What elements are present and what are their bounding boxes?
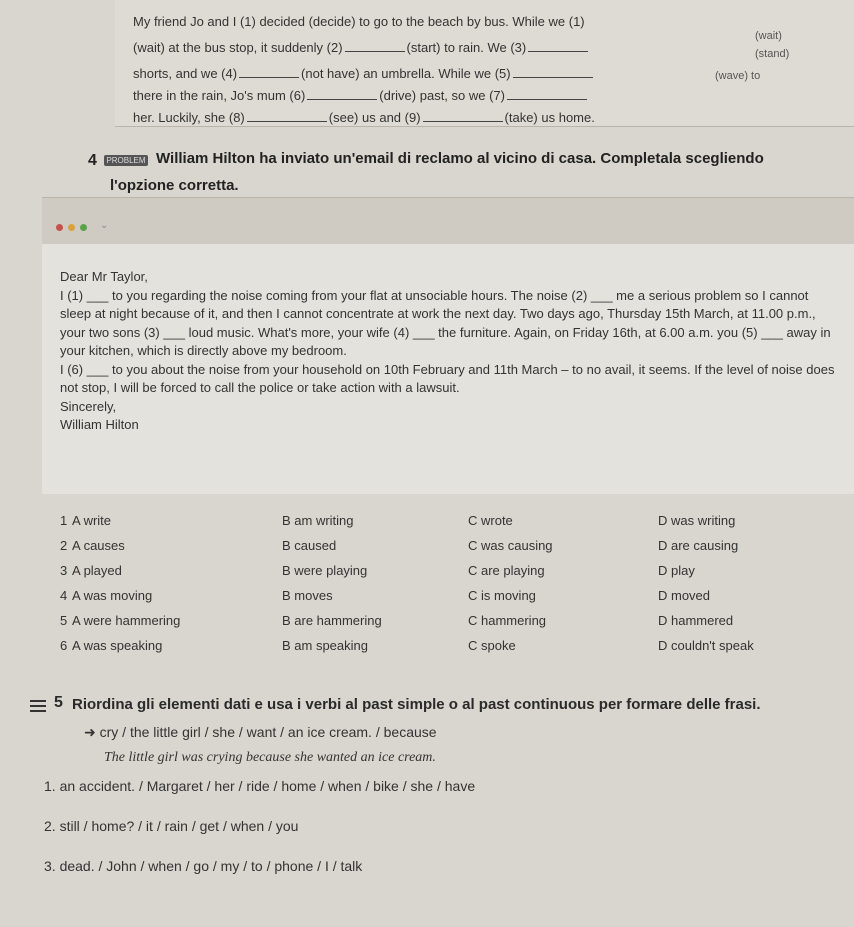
option-d[interactable]: D play	[658, 563, 695, 578]
option-c[interactable]: C is moving	[468, 588, 536, 603]
close-dot-icon[interactable]	[56, 224, 63, 231]
top-line-2b: (start) to rain. We (3)	[406, 40, 527, 55]
problem-badge: PROBLEM	[104, 155, 148, 166]
option-c[interactable]: C spoke	[468, 638, 516, 653]
top-line-2	[133, 40, 590, 55]
option-row	[60, 613, 850, 635]
option-number: 2	[60, 538, 68, 553]
exercise-5-item-3: 3. dead. / John / when / go / my / to / phone / I / talk	[44, 858, 363, 874]
option-d[interactable]: D are causing	[658, 538, 739, 553]
exercise-4-number: 4	[88, 152, 97, 169]
top-line-3-hint: (wave) to	[715, 70, 761, 82]
option-a[interactable]: A causes	[72, 538, 125, 553]
top-line-2a: (wait) at the bus stop, it suddenly (2)	[133, 40, 343, 55]
top-line-3b: (not have) an umbrella. While we (5)	[301, 66, 511, 81]
email-greeting: Dear Mr Taylor,	[60, 269, 148, 284]
option-a[interactable]: A write	[72, 513, 112, 528]
option-a[interactable]: A were hammering	[72, 613, 181, 628]
option-a[interactable]: A was moving	[72, 588, 153, 603]
option-c[interactable]: C hammering	[468, 613, 547, 628]
option-b[interactable]: B moves	[282, 588, 333, 603]
exercise-5-item-1: 1. an accident. / Margaret / her / ride / home / when / bike / she / have	[44, 778, 476, 794]
blank[interactable]	[307, 89, 377, 100]
top-line-5b: (see) us and (9)	[328, 110, 421, 125]
top-line-3a: shorts, and we (4)	[133, 66, 238, 81]
top-line-5	[133, 110, 595, 125]
arrow-icon: ➜	[84, 724, 96, 740]
top-line-1	[133, 14, 585, 29]
email-menu-icon[interactable]: ⌄	[100, 220, 109, 231]
option-b[interactable]: B were playing	[282, 563, 368, 578]
email-signature: William Hilton	[60, 417, 139, 432]
top-line-5c: (take) us home.	[504, 110, 595, 125]
blank[interactable]	[247, 111, 327, 122]
option-c[interactable]: C are playing	[468, 563, 545, 578]
top-line-3	[133, 66, 595, 81]
example-prompt	[84, 724, 437, 741]
blank[interactable]	[345, 41, 405, 52]
option-d[interactable]: D couldn't speak	[658, 638, 754, 653]
option-b[interactable]: B am speaking	[282, 638, 368, 653]
option-c[interactable]: C was causing	[468, 538, 553, 553]
option-b[interactable]: B am writing	[282, 513, 354, 528]
option-d[interactable]: D moved	[658, 588, 711, 603]
option-a[interactable]: A was speaking	[72, 638, 163, 653]
exercise-5-number: 5	[54, 694, 63, 711]
top-line-2-hint: (stand)	[755, 48, 790, 60]
option-number: 3	[60, 563, 68, 578]
blank[interactable]	[239, 67, 299, 78]
exercise-5-item-2: 2. still / home? / it / rain / get / when / you	[44, 818, 299, 834]
email-titlebar	[42, 198, 854, 244]
option-row	[60, 638, 850, 660]
blank[interactable]	[513, 67, 593, 78]
blank[interactable]	[507, 89, 587, 100]
exercise-5-title: Riordina gli elementi dati e usa i verbi al past simple o al past continuous per formare delle frasi.	[72, 696, 761, 713]
minimize-dot-icon[interactable]	[68, 224, 75, 231]
top-line-5a: her. Luckily, she (8)	[133, 110, 245, 125]
option-d[interactable]: D was writing	[658, 513, 736, 528]
exercise-4-title-cont: l'opzione corretta.	[110, 177, 239, 194]
example-prompt-text: cry / the little girl / she / want / an ice cream. / because	[99, 724, 437, 740]
blank[interactable]	[423, 111, 503, 122]
email-window	[42, 197, 854, 494]
option-c[interactable]: C wrote	[468, 513, 513, 528]
exercise-4-title: William Hilton ha inviato un'email di reclamo al vicino di casa. Completala scegliendo	[156, 150, 764, 167]
email-body	[60, 268, 840, 435]
top-line-4b: (drive) past, so we (7)	[379, 88, 505, 103]
top-line-4a: there in the rain, Jo's mum (6)	[133, 88, 306, 103]
option-number: 4	[60, 588, 68, 603]
option-number: 6	[60, 638, 68, 653]
exercise-list-icon	[30, 700, 46, 712]
option-row	[60, 513, 850, 535]
email-closing: Sincerely,	[60, 398, 117, 414]
top-line-1-text: My friend Jo and I (1) decided (decide) to go to the beach by bus. While we (1)	[133, 14, 585, 29]
example-answer: The little girl was crying because she wanted an ice cream.	[104, 750, 436, 765]
option-b[interactable]: B caused	[282, 538, 337, 553]
top-exercise-box	[115, 0, 854, 127]
option-a[interactable]: A played	[72, 563, 122, 578]
option-row	[60, 588, 850, 610]
option-number: 5	[60, 613, 68, 628]
blank[interactable]	[528, 41, 588, 52]
option-row	[60, 563, 850, 585]
option-row	[60, 538, 850, 560]
option-d[interactable]: D hammered	[658, 613, 734, 628]
option-b[interactable]: B are hammering	[282, 613, 382, 628]
top-line-1-hint: (wait)	[755, 30, 782, 42]
top-line-4	[133, 88, 589, 103]
maximize-dot-icon[interactable]	[80, 224, 87, 231]
email-paragraph-2: I (6) ___ to you about the noise from your household on 10th February and 11th March – to no avail, it seems. If the level of noise does not stop, I will be forced to call the police or take action with a lawsuit.	[60, 361, 835, 395]
email-paragraph-1: I (1) ___ to you regarding the noise coming from your flat at unsociable hours. The noise (2) ___ me a serious problem so I cannot sleep at night because of it, and then I cannot concentrate at work the next day. Two days ago, Thursday 15th March, at 11.00 p.m., your two sons (3) ___ loud music. What's more, your wife (4) ___ the furniture. Again, on Friday 16th, at 6.00 a.m. you (5) ___ away in your kitchen, which is directly above my bedroom.	[60, 287, 831, 358]
option-number: 1	[60, 513, 68, 528]
